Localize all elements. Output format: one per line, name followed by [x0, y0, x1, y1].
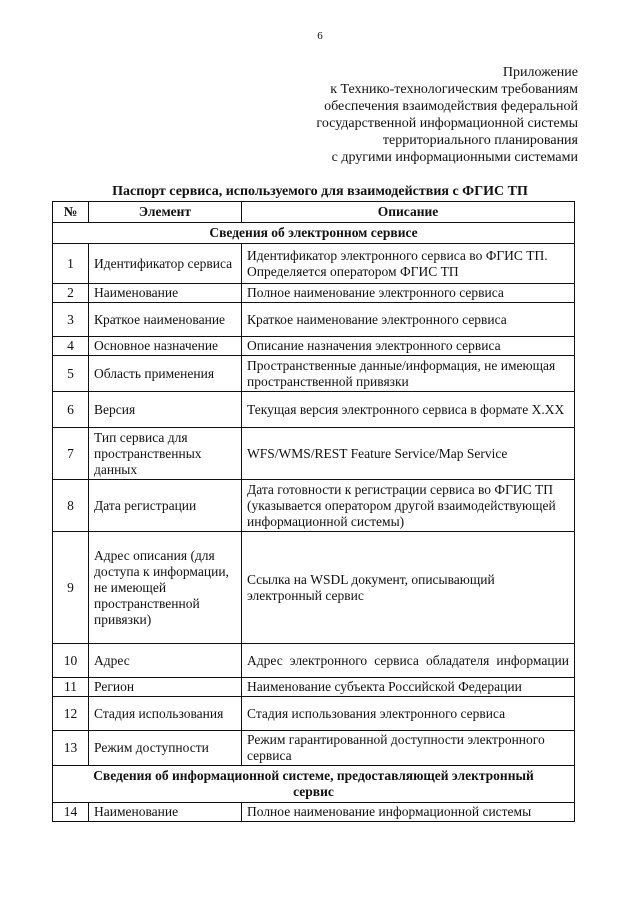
row-description: Текущая версия электронного сервиса в формате X.XX [242, 392, 575, 428]
table-row [53, 678, 575, 697]
appendix-line: Приложение [502, 65, 578, 80]
row-description: Наименование субъекта Российской Федерации [242, 678, 575, 697]
row-element: Наименование [89, 284, 242, 303]
appendix-line: с другими информационными системами [331, 150, 578, 165]
row-description: Дата готовности к регистрации сервиса во ФГИС ТП (указывается оператором другой взаимодействующей информационной системы) [242, 480, 575, 532]
table-row [53, 480, 575, 532]
row-element: Режим доступности [89, 731, 242, 766]
appendix-heading [316, 64, 578, 166]
document-title: Паспорт сервиса, используемого для взаимодействия с ФГИС ТП [112, 184, 528, 199]
table-row [53, 303, 575, 337]
table-row [53, 356, 575, 392]
row-description: Описание назначения электронного сервиса [242, 337, 575, 356]
appendix-line: обеспечения взаимодействия федеральной [324, 99, 578, 114]
row-number: 1 [53, 244, 89, 284]
row-number: 3 [53, 303, 89, 337]
table-row [53, 244, 575, 284]
row-description: Краткое наименование электронного сервиса [242, 303, 575, 337]
row-number: 2 [53, 284, 89, 303]
row-description: Пространственные данные/информация, не имеющая пространственной привязки [242, 356, 575, 392]
section-row [53, 766, 575, 803]
row-element: Стадия использования [89, 697, 242, 731]
row-description: Ссылка на WSDL документ, описывающий электронный сервис [242, 532, 575, 644]
row-number: 14 [53, 803, 89, 822]
row-number: 5 [53, 356, 89, 392]
table-row [53, 284, 575, 303]
table-row [53, 532, 575, 644]
row-number: 6 [53, 392, 89, 428]
section-title-information-system: Сведения об информационной системе, предоставляющей электронный сервис [53, 766, 575, 803]
header-number: № [53, 202, 89, 223]
row-number: 12 [53, 697, 89, 731]
table-row [53, 803, 575, 822]
row-description: Идентификатор электронного сервиса во ФГИС ТП. Определяется оператором ФГИС ТП [242, 244, 575, 284]
row-number: 4 [53, 337, 89, 356]
row-element: Адрес описания (для доступа к информации, не имеющей пространственной привязки) [89, 532, 242, 644]
service-passport-table [52, 201, 575, 822]
row-element: Краткое наименование [89, 303, 242, 337]
table-row [53, 731, 575, 766]
section-row [53, 223, 575, 244]
row-description: WFS/WMS/REST Feature Service/Map Service [242, 428, 575, 480]
row-element: Адрес [89, 644, 242, 678]
row-number: 10 [53, 644, 89, 678]
page-number: 6 [317, 30, 323, 42]
table-row [53, 428, 575, 480]
row-number: 7 [53, 428, 89, 480]
row-element: Тип сервиса для пространственных данных [89, 428, 242, 480]
header-element: Элемент [89, 202, 242, 223]
table-row [53, 337, 575, 356]
table-row [53, 392, 575, 428]
row-element: Версия [89, 392, 242, 428]
row-number: 11 [53, 678, 89, 697]
table-row [53, 697, 575, 731]
row-element: Дата регистрации [89, 480, 242, 532]
appendix-line: к Технико-технологическим требованиям [330, 82, 578, 97]
section-title-service: Сведения об электронном сервисе [53, 223, 575, 244]
appendix-line: государственной информационной системы [316, 116, 578, 131]
row-element: Область применения [89, 356, 242, 392]
row-element: Идентификатор сервиса [89, 244, 242, 284]
row-description: Полное наименование электронного сервиса [242, 284, 575, 303]
appendix-line: территориального планирования [382, 133, 578, 148]
row-description: Стадия использования электронного сервиса [242, 697, 575, 731]
row-number: 13 [53, 731, 89, 766]
table-header-row [53, 202, 575, 223]
row-description: Полное наименование информационной системы [242, 803, 575, 822]
row-number: 9 [53, 532, 89, 644]
row-description: Адрес электронного сервиса обладателя информации [242, 644, 575, 678]
row-element: Регион [89, 678, 242, 697]
row-element: Основное назначение [89, 337, 242, 356]
table-row [53, 644, 575, 678]
header-description: Описание [242, 202, 575, 223]
row-description: Режим гарантированной доступности электронного сервиса [242, 731, 575, 766]
row-element: Наименование [89, 803, 242, 822]
row-number: 8 [53, 480, 89, 532]
